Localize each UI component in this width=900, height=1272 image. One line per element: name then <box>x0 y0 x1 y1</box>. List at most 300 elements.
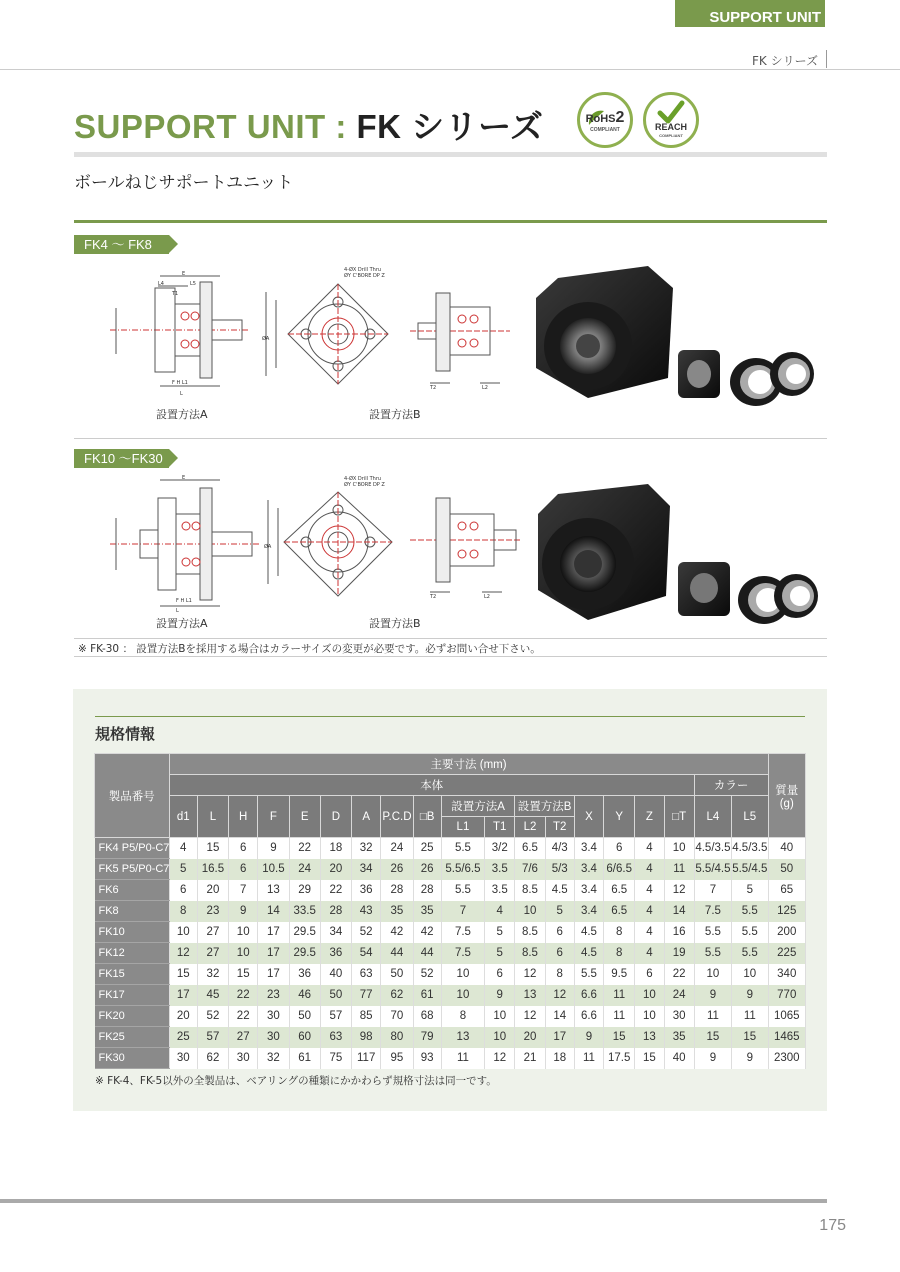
table-cell: 4 <box>635 943 664 964</box>
table-cell: 32 <box>197 964 228 985</box>
model-cell: FK6 <box>95 880 170 901</box>
table-cell: 36 <box>320 943 351 964</box>
table-cell: 15 <box>197 838 228 859</box>
table-cell: 10 <box>441 985 484 1006</box>
table-cell: 35 <box>664 1027 694 1048</box>
table-cell: 5 <box>169 859 197 880</box>
table-cell: 18 <box>320 838 351 859</box>
table-cell: 8 <box>604 922 635 943</box>
note-fk30: ※ FK-30 ： 設置方法Bを採用する場合はカラーサイズの変更が必要です。必ずお問い合せ下さい。 <box>78 643 541 655</box>
table-cell: 4.5/3.5 <box>694 838 731 859</box>
table-cell: 9 <box>694 1048 731 1069</box>
col-header: P.C.D <box>381 796 413 838</box>
drawing-method-b-large <box>410 492 520 602</box>
table-cell: 16.5 <box>197 859 228 880</box>
col-header-method-a: 設置方法A <box>441 796 515 817</box>
divider <box>74 220 827 223</box>
series-label: FK シリーズ <box>752 54 818 68</box>
table-cell: 68 <box>413 1006 441 1027</box>
table-cell: 20 <box>515 1027 545 1048</box>
table-cell: 6 <box>485 964 515 985</box>
table-cell: 44 <box>413 943 441 964</box>
table-cell: 22 <box>289 838 320 859</box>
table-cell: 8.5 <box>515 943 545 964</box>
table-cell: 4 <box>635 880 664 901</box>
table-cell: 50 <box>320 985 351 1006</box>
caption-method-b: 設置方法B <box>369 408 421 421</box>
table-cell: 50 <box>768 859 806 880</box>
section-tag-fk10-fk30: FK10 ～FK30 <box>74 449 169 468</box>
page-number: 175 <box>819 1217 846 1234</box>
svg-text:F H L1: F H L1 <box>172 380 188 386</box>
table-cell: 15 <box>732 1027 768 1048</box>
svg-text:T2: T2 <box>430 385 437 391</box>
table-cell: 63 <box>320 1027 351 1048</box>
table-cell: 85 <box>352 1006 381 1027</box>
table-row <box>95 1048 806 1069</box>
table-cell: 35 <box>413 901 441 922</box>
drawing-front-view-large <box>258 478 398 608</box>
table-cell: 15 <box>169 964 197 985</box>
table-cell: 4 <box>169 838 197 859</box>
table-cell: 63 <box>352 964 381 985</box>
table-cell: 5.5/6.5 <box>441 859 484 880</box>
table-cell: 6 <box>545 943 574 964</box>
col-header: H <box>229 796 258 838</box>
col-header: E <box>289 796 320 838</box>
table-cell: 5 <box>485 943 515 964</box>
table-cell: 5.5 <box>694 943 731 964</box>
reach-label: REACH <box>654 122 687 132</box>
divider <box>74 638 827 639</box>
drawing-front-view-small <box>258 262 398 392</box>
table-cell: 10 <box>441 964 484 985</box>
col-header: L5 <box>732 796 768 838</box>
table-cell: 5.5 <box>694 922 731 943</box>
table-cell: 10 <box>664 838 694 859</box>
model-cell: FK10 <box>95 922 170 943</box>
table-cell: 16 <box>664 922 694 943</box>
col-header: T2 <box>545 817 574 838</box>
table-cell: 29 <box>289 880 320 901</box>
table-cell: 14 <box>545 1006 574 1027</box>
table-row <box>95 1006 806 1027</box>
col-header: □T <box>664 796 694 838</box>
table-cell: 79 <box>413 1027 441 1048</box>
svg-text:T1: T1 <box>172 291 179 297</box>
col-header: F <box>258 796 289 838</box>
table-cell: 4 <box>635 901 664 922</box>
table-cell: 10.5 <box>258 859 289 880</box>
table-cell: 7 <box>694 880 731 901</box>
table-cell: 6/6.5 <box>604 859 635 880</box>
table-cell: 52 <box>352 922 381 943</box>
table-cell: 3.4 <box>574 838 603 859</box>
table-cell: 6 <box>169 880 197 901</box>
table-cell: 33.5 <box>289 901 320 922</box>
table-cell: 11 <box>732 1006 768 1027</box>
model-cell: FK8 <box>95 901 170 922</box>
table-cell: 13 <box>635 1027 664 1048</box>
table-row <box>95 859 806 880</box>
table-cell: 42 <box>381 922 413 943</box>
table-cell: 50 <box>289 1006 320 1027</box>
table-cell: 34 <box>352 859 381 880</box>
table-cell: 28 <box>381 880 413 901</box>
table-cell: 34 <box>320 922 351 943</box>
table-cell: 18 <box>545 1048 574 1069</box>
drill-note-line1: 4-ØX Drill Thru <box>344 476 382 482</box>
col-header-mass: 質量 (g) <box>768 754 806 838</box>
model-cell: FK30 <box>95 1048 170 1069</box>
table-cell: 62 <box>381 985 413 1006</box>
table-cell: 13 <box>515 985 545 1006</box>
divider <box>95 716 805 717</box>
col-header: Y <box>604 796 635 838</box>
table-cell: 3.4 <box>574 859 603 880</box>
table-cell: 5.5 <box>574 964 603 985</box>
table-cell: 9 <box>732 985 768 1006</box>
table-cell: 22 <box>229 985 258 1006</box>
table-cell: 93 <box>413 1048 441 1069</box>
table-cell: 8 <box>604 943 635 964</box>
table-cell: 6 <box>229 838 258 859</box>
table-cell: 5.5 <box>441 838 484 859</box>
table-cell: 3.5 <box>485 880 515 901</box>
table-cell: 3.4 <box>574 880 603 901</box>
table-cell: 17 <box>169 985 197 1006</box>
divider <box>0 69 900 70</box>
table-cell: 11 <box>604 1006 635 1027</box>
table-cell: 5.5 <box>441 880 484 901</box>
drawing-method-a-small <box>100 268 260 398</box>
table-cell: 4 <box>635 859 664 880</box>
table-cell: 7 <box>229 880 258 901</box>
table-cell: 23 <box>197 901 228 922</box>
table-cell: 5.5/4.5 <box>732 859 768 880</box>
caption-method-a: 設置方法A <box>156 617 208 630</box>
table-cell: 11 <box>574 1048 603 1069</box>
divider <box>74 656 827 657</box>
svg-text:ØA: ØA <box>262 336 270 342</box>
table-cell: 40 <box>664 1048 694 1069</box>
divider <box>74 152 827 157</box>
table-cell: 5 <box>545 901 574 922</box>
col-header: D <box>320 796 351 838</box>
col-header-main: 主要寸法 (mm) <box>169 754 768 775</box>
divider <box>826 50 827 68</box>
rohs-num: 2 <box>615 109 625 126</box>
table-cell: 15 <box>604 1027 635 1048</box>
table-cell: 5.5/4.5 <box>694 859 731 880</box>
table-cell: 15 <box>229 964 258 985</box>
table-cell: 15 <box>694 1027 731 1048</box>
col-header: X <box>574 796 603 838</box>
table-row <box>95 943 806 964</box>
table-cell: 8.5 <box>515 922 545 943</box>
col-header: T1 <box>485 817 515 838</box>
rohs-sub: COMPLIANT <box>590 127 620 133</box>
table-cell: 46 <box>289 985 320 1006</box>
table-cell: 5/3 <box>545 859 574 880</box>
table-cell: 6 <box>635 964 664 985</box>
table-cell: 7.5 <box>441 943 484 964</box>
table-cell: 32 <box>258 1048 289 1069</box>
svg-text:L5: L5 <box>190 281 196 287</box>
table-cell: 29.5 <box>289 943 320 964</box>
table-cell: 60 <box>289 1027 320 1048</box>
table-cell: 50 <box>381 964 413 985</box>
header-tab: SUPPORT UNIT <box>675 0 825 27</box>
table-cell: 30 <box>664 1006 694 1027</box>
rohs-main: RoHS <box>585 113 616 125</box>
table-cell: 11 <box>694 1006 731 1027</box>
table-cell: 27 <box>229 1027 258 1048</box>
drill-note <box>344 267 385 279</box>
table-cell: 30 <box>229 1048 258 1069</box>
table-cell: 6.5 <box>604 880 635 901</box>
table-cell: 8.5 <box>515 880 545 901</box>
table-cell: 30 <box>258 1006 289 1027</box>
table-cell: 12 <box>515 964 545 985</box>
table-cell: 52 <box>413 964 441 985</box>
table-cell: 12 <box>664 880 694 901</box>
table-cell: 27 <box>197 922 228 943</box>
table-cell: 26 <box>381 859 413 880</box>
table-cell: 25 <box>413 838 441 859</box>
table-cell: 10 <box>732 964 768 985</box>
table-cell: 5 <box>485 922 515 943</box>
model-cell: FK20 <box>95 1006 170 1027</box>
drawing-method-b-small <box>410 285 510 395</box>
table-cell: 24 <box>289 859 320 880</box>
reach-badge <box>643 92 699 148</box>
table-cell: 4.5 <box>545 880 574 901</box>
table-cell: 225 <box>768 943 806 964</box>
table-row <box>95 964 806 985</box>
drill-note <box>344 476 385 488</box>
divider <box>74 438 827 439</box>
svg-text:T2: T2 <box>430 594 437 600</box>
table-cell: 80 <box>381 1027 413 1048</box>
svg-text:L: L <box>176 608 179 614</box>
table-cell: 9 <box>732 1048 768 1069</box>
table-cell: 3.4 <box>574 901 603 922</box>
col-header: L1 <box>441 817 484 838</box>
table-cell: 125 <box>768 901 806 922</box>
table-cell: 30 <box>169 1048 197 1069</box>
reach-sub: COMPLIANT <box>659 133 683 138</box>
table-cell: 7/6 <box>515 859 545 880</box>
table-cell: 13 <box>441 1027 484 1048</box>
table-cell: 36 <box>352 880 381 901</box>
table-cell: 10 <box>694 964 731 985</box>
rohs-label <box>580 109 630 127</box>
table-cell: 14 <box>664 901 694 922</box>
table-cell: 10 <box>485 1027 515 1048</box>
spec-title: 規格情報 <box>95 725 156 743</box>
table-cell: 8 <box>169 901 197 922</box>
table-cell: 25 <box>169 1027 197 1048</box>
page-title <box>74 101 544 148</box>
table-cell: 340 <box>768 964 806 985</box>
table-cell: 4/3 <box>545 838 574 859</box>
table-cell: 17 <box>545 1027 574 1048</box>
subtitle: ボールねじサポートユニット <box>74 173 294 193</box>
table-row <box>95 922 806 943</box>
col-header: □B <box>413 796 441 838</box>
col-header-model: 製品番号 <box>95 754 170 838</box>
table-cell: 9.5 <box>604 964 635 985</box>
table-cell: 10 <box>229 943 258 964</box>
svg-text:L2: L2 <box>484 594 490 600</box>
table-cell: 8 <box>441 1006 484 1027</box>
model-cell: FK25 <box>95 1027 170 1048</box>
svg-text:L: L <box>180 391 183 397</box>
table-cell: 22 <box>229 1006 258 1027</box>
drill-note-line2: ØY C'BORE DP Z <box>344 482 385 488</box>
table-cell: 30 <box>258 1027 289 1048</box>
table-cell: 22 <box>664 964 694 985</box>
table-cell: 43 <box>352 901 381 922</box>
table-cell: 9 <box>229 901 258 922</box>
table-cell: 10 <box>635 985 664 1006</box>
table-cell: 6.5 <box>604 901 635 922</box>
model-cell: FK5 P5/P0-C7 <box>95 859 170 880</box>
table-cell: 10 <box>635 1006 664 1027</box>
table-cell: 98 <box>352 1027 381 1048</box>
col-header: Z <box>635 796 664 838</box>
col-header: L2 <box>515 817 545 838</box>
rohs-badge <box>577 92 633 148</box>
table-cell: 770 <box>768 985 806 1006</box>
table-cell: 9 <box>694 985 731 1006</box>
table-cell: 12 <box>169 943 197 964</box>
product-photo-fk4-fk8 <box>528 258 828 408</box>
table-cell: 77 <box>352 985 381 1006</box>
note-standard: ※ FK-4、FK-5以外の全製品は、ベアリングの種類にかかわらず規格寸法は同一です。 <box>95 1075 497 1087</box>
col-header-method-b: 設置方法B <box>515 796 574 817</box>
table-cell: 20 <box>169 1006 197 1027</box>
table-row <box>95 901 806 922</box>
drill-note-line2: ØY C'BORE DP Z <box>344 273 385 279</box>
model-cell: FK12 <box>95 943 170 964</box>
svg-text:L4: L4 <box>158 281 164 287</box>
table-cell: 15 <box>635 1048 664 1069</box>
table-row <box>95 1027 806 1048</box>
table-cell: 52 <box>197 1006 228 1027</box>
table-cell: 7 <box>441 901 484 922</box>
svg-text:L2: L2 <box>482 385 488 391</box>
table-cell: 117 <box>352 1048 381 1069</box>
table-cell: 10 <box>485 1006 515 1027</box>
table-cell: 70 <box>381 1006 413 1027</box>
table-cell: 12 <box>545 985 574 1006</box>
col-header-body: 本体 <box>169 775 694 796</box>
table-cell: 22 <box>320 880 351 901</box>
table-cell: 17 <box>258 922 289 943</box>
col-header: L4 <box>694 796 731 838</box>
table-cell: 54 <box>352 943 381 964</box>
table-cell: 6.5 <box>515 838 545 859</box>
table-cell: 10 <box>169 922 197 943</box>
table-cell: 57 <box>320 1006 351 1027</box>
table-cell: 9 <box>574 1027 603 1048</box>
table-cell: 4.5 <box>574 943 603 964</box>
table-cell: 11 <box>604 985 635 1006</box>
table-cell: 35 <box>381 901 413 922</box>
col-header-collar: カラー <box>694 775 768 796</box>
table-cell: 17 <box>258 943 289 964</box>
col-header: d1 <box>169 796 197 838</box>
table-cell: 7.5 <box>694 901 731 922</box>
table-cell: 24 <box>381 838 413 859</box>
table-row <box>95 838 806 859</box>
table-cell: 4.5 <box>574 922 603 943</box>
caption-method-a: 設置方法A <box>156 408 208 421</box>
table-cell: 4 <box>635 838 664 859</box>
section-tag-fk4-fk8: FK4 ～ FK8 <box>74 235 169 254</box>
table-cell: 40 <box>320 964 351 985</box>
table-cell: 26 <box>413 859 441 880</box>
table-cell: 3/2 <box>485 838 515 859</box>
table-cell: 65 <box>768 880 806 901</box>
title-part1: SUPPORT UNIT : <box>74 108 357 145</box>
svg-text:F H L1: F H L1 <box>176 598 192 604</box>
table-cell: 4 <box>635 922 664 943</box>
table-cell: 7.5 <box>441 922 484 943</box>
spec-table-body <box>95 838 806 1069</box>
table-cell: 5.5 <box>732 922 768 943</box>
svg-text:E: E <box>182 271 186 277</box>
table-cell: 200 <box>768 922 806 943</box>
table-cell: 13 <box>258 880 289 901</box>
table-cell: 62 <box>197 1048 228 1069</box>
divider <box>0 1199 827 1203</box>
table-cell: 23 <box>258 985 289 1006</box>
table-cell: 4 <box>485 901 515 922</box>
table-row <box>95 880 806 901</box>
table-cell: 11 <box>664 859 694 880</box>
table-cell: 12 <box>515 1006 545 1027</box>
table-cell: 17 <box>258 964 289 985</box>
table-cell: 29.5 <box>289 922 320 943</box>
table-cell: 40 <box>768 838 806 859</box>
drawing-method-a-large <box>100 474 260 614</box>
table-cell: 5.5 <box>732 901 768 922</box>
table-cell: 1465 <box>768 1027 806 1048</box>
svg-text:ØA: ØA <box>264 544 272 550</box>
table-cell: 32 <box>352 838 381 859</box>
table-cell: 44 <box>381 943 413 964</box>
table-cell: 6 <box>604 838 635 859</box>
table-cell: 5 <box>732 880 768 901</box>
table-cell: 28 <box>320 901 351 922</box>
table-cell: 14 <box>258 901 289 922</box>
table-cell: 20 <box>197 880 228 901</box>
table-cell: 61 <box>289 1048 320 1069</box>
table-cell: 28 <box>413 880 441 901</box>
table-cell: 24 <box>664 985 694 1006</box>
table-cell: 10 <box>515 901 545 922</box>
col-header: L <box>197 796 228 838</box>
table-cell: 75 <box>320 1048 351 1069</box>
table-cell: 6.6 <box>574 1006 603 1027</box>
table-cell: 57 <box>197 1027 228 1048</box>
svg-text:E: E <box>182 475 186 481</box>
table-cell: 20 <box>320 859 351 880</box>
table-cell: 10 <box>229 922 258 943</box>
